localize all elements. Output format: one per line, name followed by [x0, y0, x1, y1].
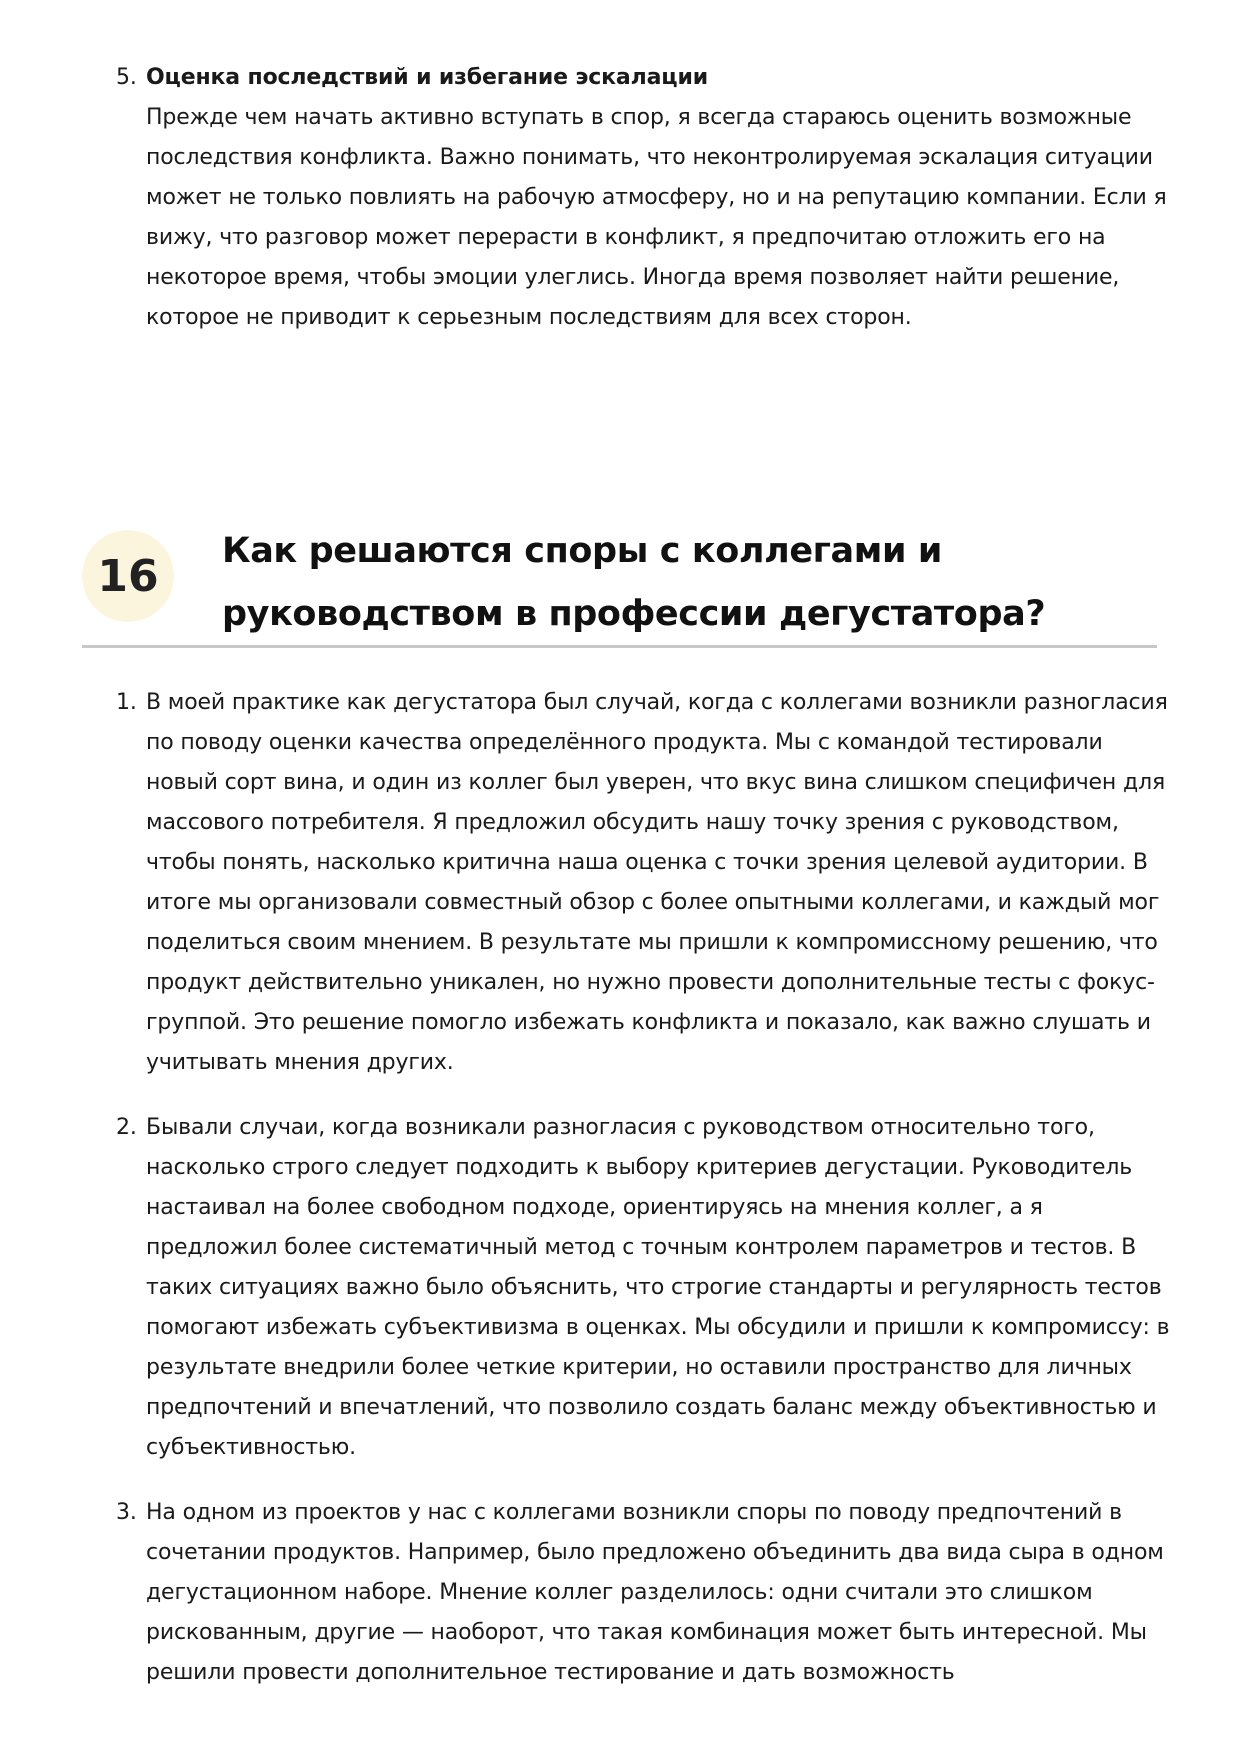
- list-item-2: [116, 1108, 1176, 1468]
- section-title: Как решаются споры с коллегами и руководством в профессии дегустатора?: [222, 531, 1046, 634]
- list-item-number: 3.: [116, 1500, 137, 1525]
- item-text: В моей практике как дегустатора был случай, когда с коллегами возникли разногласия по поводу оценки качества определённого продукта. Мы с командой тестировали новый сорт вина, и один из коллег был уверен, что вкус вина слишком специфичен для массового потребителя. Я предложил обсудить нашу точку зрения с руководством, чтобы понять, насколько критична наша оценка с точки зрения целевой аудитории. В итоге мы организовали совместный обзор с более опытными коллегами, и каждый мог поделиться своим мнением. В результате мы пришли к компромиссному решению, что продукт действительно уникален, но нужно провести дополнительные тесты с фокус-группой. Это решение помогло избежать конфликта и показало, как важно слушать и учитывать мнения других.: [146, 690, 1168, 1075]
- list-item-number: 1.: [116, 690, 137, 715]
- list-item-1: [116, 683, 1176, 1083]
- list-item-5: [116, 58, 1176, 338]
- item-text: На одном из проектов у нас с коллегами возникли споры по поводу предпочтений в сочетании продуктов. Например, было предложено объединить два вида сыра в одном дегустационном наборе. Мнение коллег разделилось: одни считали это слишком рискованным, другие — наоборот, что такая комбинация может быть интересной. Мы решили провести дополнительное тестирование и дать возможность: [146, 1500, 1164, 1685]
- list-item-content: [146, 58, 1176, 338]
- item-text: Прежде чем начать активно вступать в спор, я всегда стараюсь оценить возможные последствия конфликта. Важно понимать, что неконтролируемая эскалация ситуации может не только повлиять на рабочую атмосферу, но и на репутацию компании. Если я вижу, что разговор может перерасти в конфликт, я предпочитаю отложить его на некоторое время, чтобы эмоции улеглись. Иногда время позволяет найти решение, которое не приводит к серьезным последствиям для всех сторон.: [146, 105, 1167, 330]
- item-text: Бывали случаи, когда возникали разногласия с руководством относительно того, насколько строго следует подходить к выбору критериев дегустации. Руководитель настаивал на более свободном подходе, ориентируясь на мнения коллег, а я предложил более систематичный метод с точным контролем параметров и тестов. В таких ситуациях важно было объяснить, что строгие стандарты и регулярность тестов помогают избежать субъективизма в оценках. Мы обсудили и пришли к компромиссу: в результате внедрили более четкие критерии, но оставили пространство для личных предпочтений и впечатлений, что позволило создать баланс между объективностью и субъективностью.: [146, 1115, 1170, 1460]
- section-header: [82, 520, 1157, 648]
- list-item-3: [116, 1493, 1176, 1693]
- section-number-badge: 16: [82, 530, 174, 622]
- list-item-number: 5.: [116, 65, 137, 90]
- list-item-number: 2.: [116, 1115, 137, 1140]
- item-heading: Оценка последствий и избегание эскалации: [146, 65, 708, 90]
